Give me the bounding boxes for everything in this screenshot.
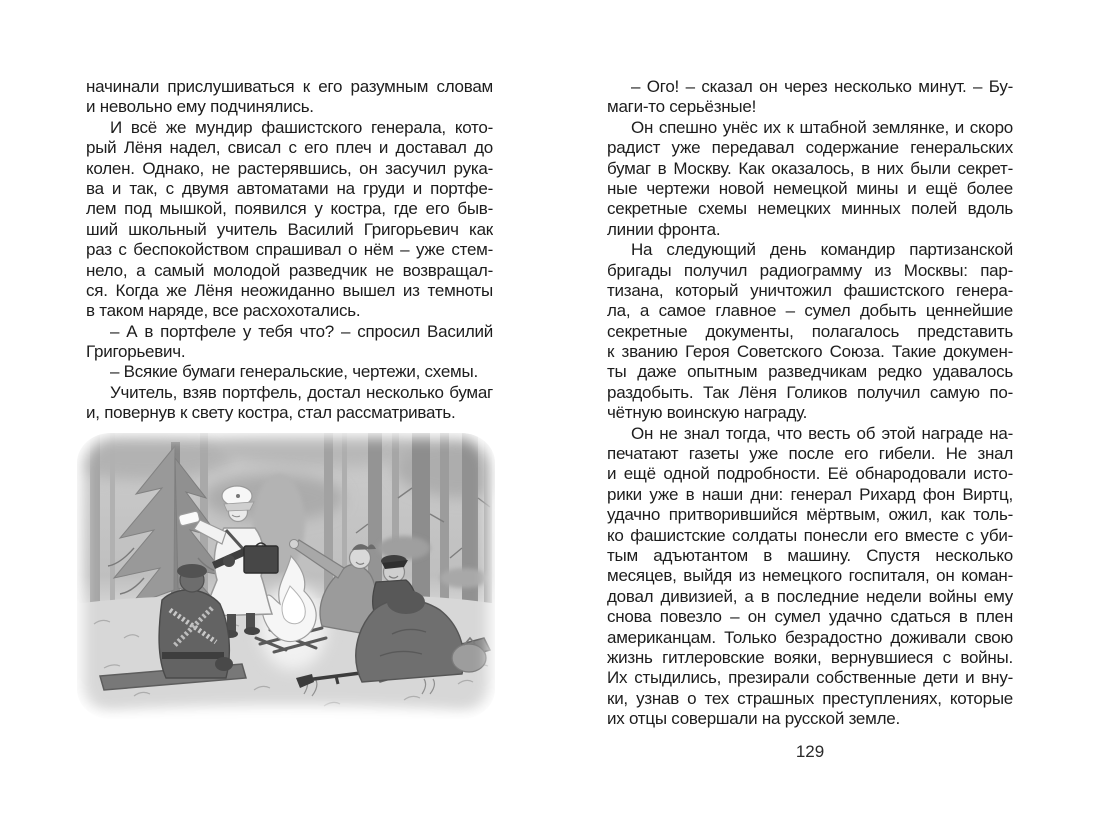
text-line: раз с беспокойством спрашивал о нём – уже стем- [86,240,493,260]
text-line: И всё же мундир фашистского генерала, кото- [110,117,493,137]
text-line: месяцев, выйдя из немецкого госпиталя, он коман- [607,566,1013,586]
text-line: Он спешно унёс их к штабной землянке, и скоро [631,117,1013,137]
text-line: маги-то серьёзные! [607,97,757,117]
text-line: довал дивизией, а в последние недели войны ему [607,586,1013,606]
text-line: нело, а самый молодой разведчик не возвращал- [86,260,493,280]
text-line: раздобыть. Так Лёня Голиков получил самую по- [607,382,1013,402]
text-line: линии фронта. [607,219,721,239]
text-line: к званию Героя Советского Союза. Такие докумен- [607,342,1013,362]
text-line: секретные документы, полагалось представить [607,321,1013,341]
text-line: начинали прислушиваться к его разумным словам [86,77,493,96]
text-line: – А в портфеле у тебя что? – спросил Василий [110,321,493,341]
text-line: их отцы совершали на русской земле. [607,709,900,729]
right-page-text [607,77,1013,730]
text-line: секретные схемы немецких минных полей вдоль [607,199,1013,219]
text-line: ва и так, с двумя автоматами на груди и портфе- [86,178,493,198]
text-line: – Всякие бумаги генеральские, чертежи, схемы. [110,362,478,382]
text-line: Их стыдились, презирали собственные дети и вну- [607,668,1013,688]
campfire-illustration [74,428,498,724]
text-line: ший школьный учитель Василий Григорьевич как [86,219,493,239]
text-line: колен. Однако, не растерявшись, он засучил рука- [86,158,493,178]
text-line: бумаг в Москву. Как оказалось, в них были секрет- [607,158,1013,178]
text-line: ты даже опытным разведчикам редко удавалось [607,362,1013,382]
text-line: удачно притворившийся мёртвым, ожил, как толь- [607,505,1013,525]
text-line: рики уже в наши дни: генерал Рихард фон Виртц, [607,484,1013,504]
left-page-text [86,77,493,424]
text-line: снова повезло – он сумел удачно сдаться в плен [607,607,1013,627]
text-line: На следующий день командир партизанской [631,240,1013,260]
text-line: жизнь гитлеровские вояки, вернувшиеся с войны. [607,647,1013,667]
text-line: рый Лёня надел, свисал с его плеч и доставал до [86,138,493,158]
text-line: и, повернув к свету костра, стал рассматривать. [86,403,456,423]
text-line: Григорьевич. [86,342,186,362]
text-line: – Ого! – сказал он через несколько минут. – Бу- [631,77,1013,96]
text-line: радист уже передавал содержание генеральских [607,138,1013,158]
text-line: Учитель, взяв портфель, достал несколько бумаг [110,382,493,402]
campfire-illustration-svg [74,428,498,724]
text-line: в таком наряде, все расхохотались. [86,301,361,321]
text-line: ся. Когда же Лёня неожиданно вышел из темноты [86,280,493,300]
text-line: ко фашистские солдаты понесли его вместе с уби- [607,525,1013,545]
page-number: 129 [795,742,825,761]
text-line: печатают газеты уже после его гибели. Не знал [607,444,1013,464]
text-line: ки, узнав о тех страшных преступлениях, которые [607,688,1013,708]
text-line: американцам. Только безрадостно доживали свою [607,627,1013,647]
text-line: лем под мышкой, появился у костра, где его быв- [86,199,493,219]
text-line: и невольно ему подчинялись. [86,97,314,117]
text-line: тизана, который уничтожил фашистского генера- [607,280,1013,300]
text-line: тым адъютантом в машину. Спустя несколько [607,545,1013,565]
text-line: бригады получил радиограмму из Москвы: пар- [607,260,1013,280]
text-line: ные чертежи новой немецкой мины и ещё более [607,178,1013,198]
text-line: ла, а самое главное – сумел добыть ценнейшие [607,301,1013,321]
text-line: и ещё одной подробности. Её обнародовали исто- [607,464,1013,484]
text-line: Он не знал тогда, что весть об этой награде на- [631,423,1013,443]
text-line: чётную воинскую награду. [607,403,808,423]
